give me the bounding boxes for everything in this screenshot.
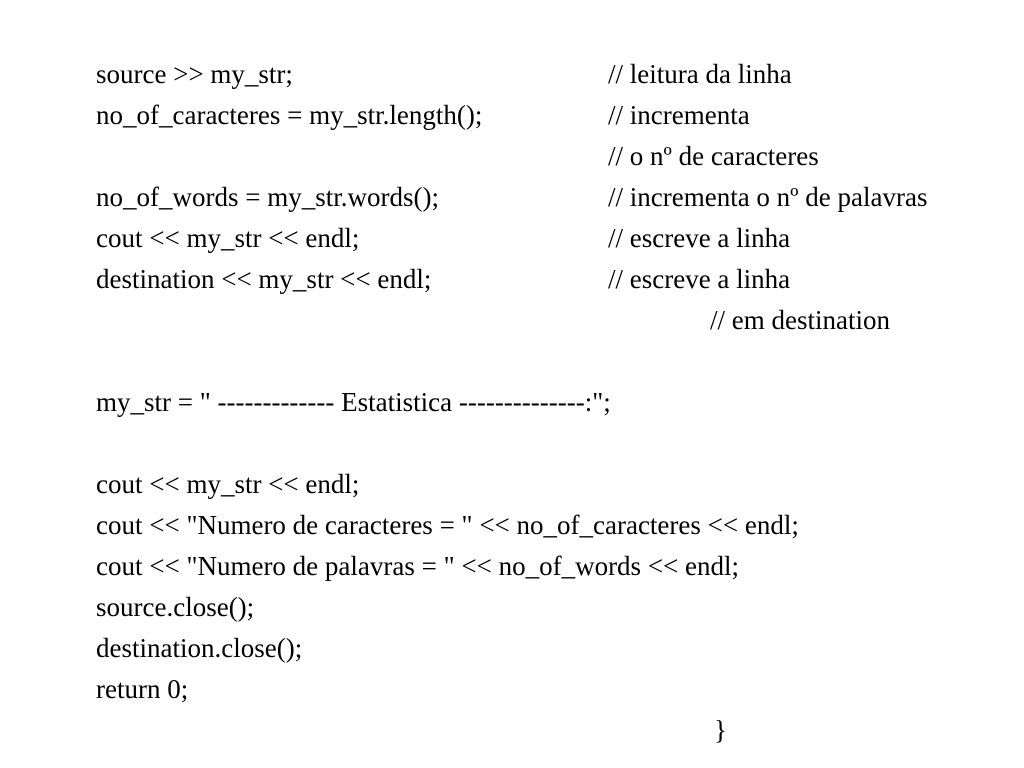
closing-brace: } xyxy=(714,715,727,745)
code-line-2: no_of_caracteres = my_str.length(); xyxy=(96,100,483,130)
comment-line-5: // escreve a linha xyxy=(608,223,791,253)
code-line-15: destination.close(); xyxy=(96,633,303,663)
code-line-4: no_of_words = my_str.words(); xyxy=(96,182,439,212)
code-line-14: source.close(); xyxy=(96,592,255,622)
comment-line-4: // incrementa o nº de palavras xyxy=(608,182,928,212)
code-line-16: return 0; xyxy=(96,674,189,704)
code-line-6: destination << my_str << endl; xyxy=(96,264,432,294)
comment-line-1: // leitura da linha xyxy=(608,59,792,89)
comment-line-6: // escreve a linha xyxy=(608,264,791,294)
comment-line-2: // incrementa xyxy=(608,100,750,130)
code-line-9: my_str = " ------------- Estatistica --------------:"; xyxy=(96,387,611,417)
code-line-11: cout << my_str << endl; xyxy=(96,469,360,499)
code-line-12: cout << "Numero de caracteres = " << no_of_caracteres << endl; xyxy=(96,510,799,540)
comment-line-3: // o nº de caracteres xyxy=(608,141,819,171)
code-line-5: cout << my_str << endl; xyxy=(96,223,360,253)
code-line-1: source >> my_str; xyxy=(96,59,293,89)
comment-line-7: // em destination xyxy=(710,305,890,335)
code-line-13: cout << "Numero de palavras = " << no_of_words << endl; xyxy=(96,551,740,581)
